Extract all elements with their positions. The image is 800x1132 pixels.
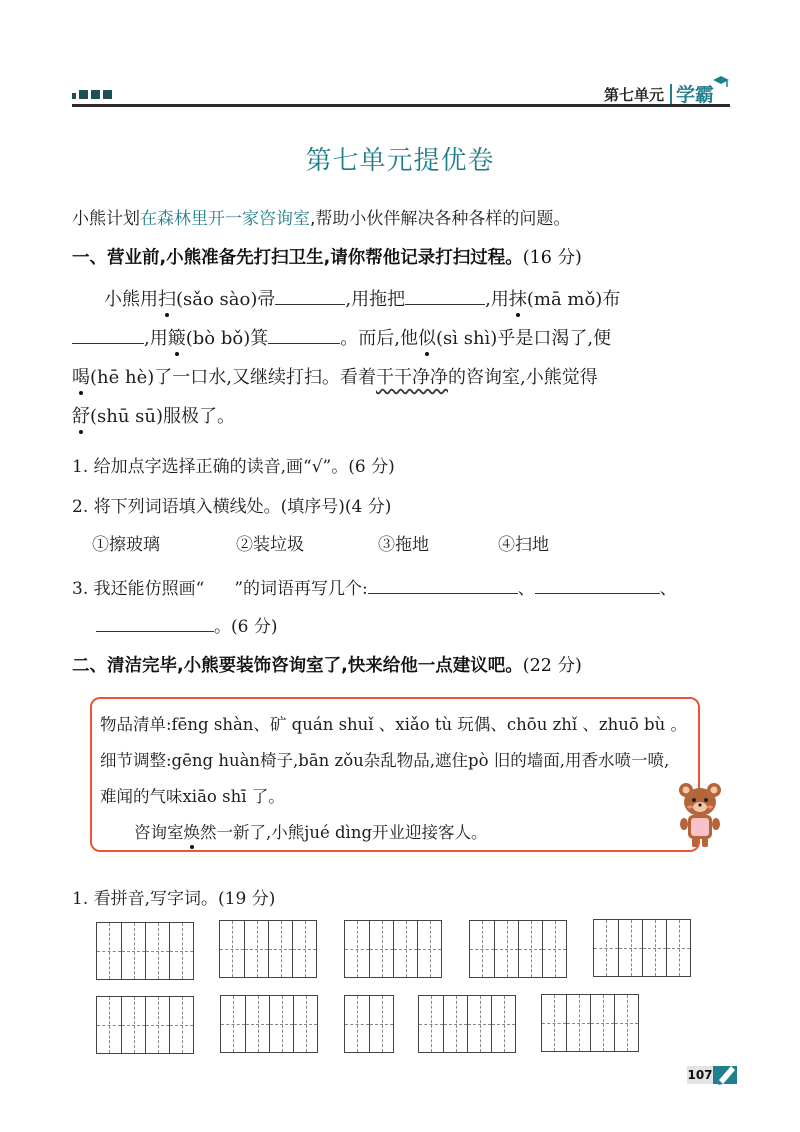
writing-grid[interactable] xyxy=(344,995,394,1053)
answer-blank[interactable] xyxy=(96,630,214,632)
question-2: 2. 将下列词语填入横线处。(填序号)(4 分) xyxy=(72,497,392,517)
intro-text: 小熊计划在森林里开一家咨询室,帮助小伙伴解决各种各样的问题。 xyxy=(72,209,571,229)
header-brand: 学霸 xyxy=(676,84,715,106)
option-3: ③拖地 xyxy=(378,535,429,555)
section-1-heading: 一、营业前,小熊准备先打扫卫生,请你帮他记录打扫过程。(16 分) xyxy=(72,248,582,268)
passage-line-4: 舒(shū sū)服极了。 xyxy=(72,406,236,427)
writing-grid[interactable] xyxy=(541,994,639,1052)
question-1: 1. 给加点字选择正确的读音,画“√”。(6 分) xyxy=(72,457,395,477)
page-title: 第七单元提优卷 xyxy=(305,146,495,176)
option-1: ①擦玻璃 xyxy=(92,535,160,555)
passage-line-3: 喝(hē hè)了一口水,又继续打扫。看着干干净净的咨询室,小熊觉得 xyxy=(72,367,598,388)
answer-blank[interactable] xyxy=(275,303,345,305)
graduation-cap-icon xyxy=(712,76,730,88)
section-2-heading: 二、清洁完毕,小熊要装饰咨询室了,快来给他一点建议吧。(22 分) xyxy=(72,656,582,676)
header-separator xyxy=(670,84,672,104)
header-unit: 第七单元 xyxy=(604,86,665,104)
writing-grid[interactable] xyxy=(418,995,516,1053)
question-3-continued: 。(6 分) xyxy=(96,612,277,637)
answer-blank[interactable] xyxy=(72,342,144,344)
question-3: 3. 我还能仿照画“ ”的词语再写几个: 、 、 xyxy=(72,579,677,599)
passage-line-2: ,用簸(bò bǒ)箕 。而后,他似(sì shì)乎是口渴了,便 xyxy=(72,319,611,358)
option-4: ④扫地 xyxy=(498,535,549,555)
writing-grid[interactable] xyxy=(344,920,442,978)
sub-question-1: 1. 看拼音,写字词。(19 分) xyxy=(72,889,276,909)
writing-grid[interactable] xyxy=(220,995,318,1053)
pencil-icon xyxy=(713,1060,741,1086)
bear-illustration xyxy=(676,780,724,852)
option-2: ②装垃圾 xyxy=(236,535,304,555)
writing-grid[interactable] xyxy=(219,920,317,978)
answer-blank[interactable] xyxy=(405,303,485,305)
writing-grid[interactable] xyxy=(593,919,691,977)
answer-blank[interactable] xyxy=(268,342,340,344)
writing-grid[interactable] xyxy=(469,920,567,978)
page-number: 107 xyxy=(687,1068,713,1082)
answer-blank[interactable] xyxy=(368,592,518,594)
box-line-3: 难闻的气味xiāo shī 了。 xyxy=(100,787,285,806)
passage-line-1: 小熊用扫(sǎo sào)帚 ,用拖把 ,用抹(mā mǒ)布 xyxy=(104,289,621,310)
answer-blank[interactable] xyxy=(535,592,660,594)
box-line-4: 咨询室焕然一新了,小熊jué dìng开业迎接客人。 xyxy=(134,823,488,842)
box-line-1: 物品清单:fēng shàn、矿 quán shuǐ 、xiǎo tù 玩偶、chōu zhǐ 、zhuō bù 。 xyxy=(100,715,687,734)
writing-grid[interactable] xyxy=(96,996,194,1054)
box-line-2: 细节调整:gēng huàn椅子,bān zǒu杂乱物品,遮住pò 旧的墙面,用香水喷一喷, xyxy=(100,751,670,770)
writing-grid[interactable] xyxy=(96,922,194,980)
header-decoration xyxy=(72,90,112,100)
